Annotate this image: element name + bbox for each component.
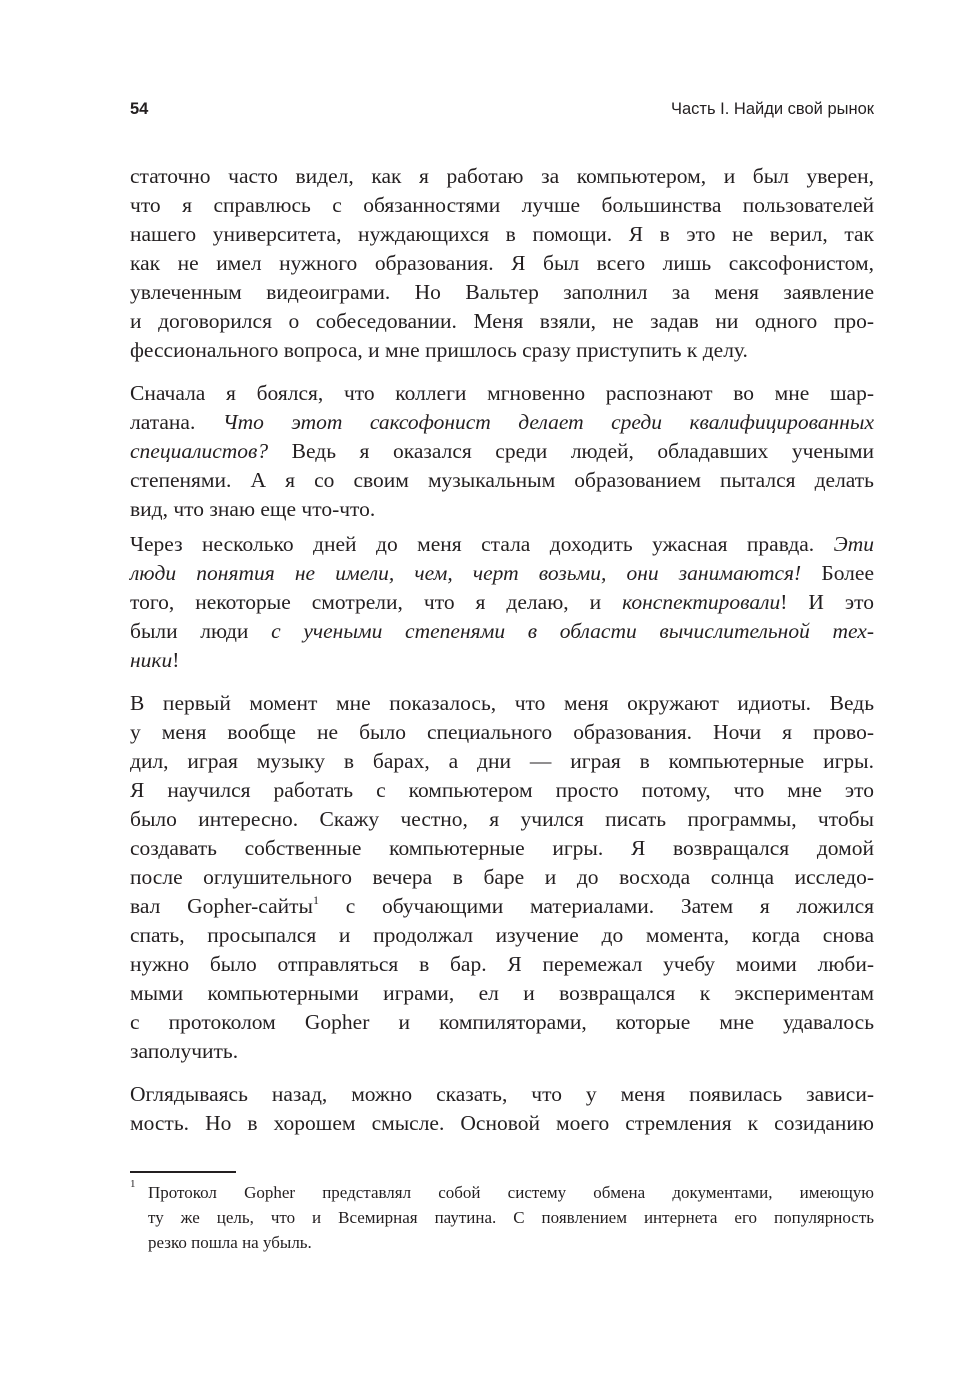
- footnote-line: ту же цель, что и Всемирная паутина. С появлением интернета его популярность: [148, 1208, 874, 1227]
- footnote-divider: [130, 1171, 236, 1173]
- italic-text: люди понятия не имели, чем, черт возьми, они занимаются!: [130, 561, 802, 585]
- text-segment: как не имел нужного образования. Я был всего лишь саксофонистом,: [130, 251, 874, 275]
- text-line: [130, 1037, 874, 1066]
- text-line: [130, 559, 874, 588]
- text-segment: В первый момент мне показалось, что меня окружают идиоты. Ведь: [130, 691, 874, 715]
- paragraph: [130, 689, 874, 1066]
- italic-text: конспектировали: [622, 590, 781, 614]
- text-segment: статочно часто видел, как я работаю за компьютером, и был уверен,: [130, 164, 874, 188]
- page-number: 54: [130, 100, 149, 118]
- text-line: [130, 979, 874, 1008]
- italic-text: специалистов?: [130, 439, 269, 463]
- footnote-line: резко пошла на убыль.: [148, 1233, 312, 1252]
- text-segment: Ведь я оказался среди людей, обладавших учеными: [268, 439, 874, 463]
- footnote-line: Протокол Gopher представлял собой систему обмена документами, имеющую: [148, 1183, 874, 1202]
- text-line: [130, 921, 874, 950]
- text-segment: вид, что знаю еще что-что.: [130, 497, 376, 521]
- text-segment: Более: [801, 561, 874, 585]
- text-segment: создавать собственные компьютерные игры. Я возвращался домой: [130, 836, 874, 860]
- text-line: [130, 950, 874, 979]
- text-segment: мыми компьютерными играми, ел и возвращался к экспериментам: [130, 981, 874, 1005]
- text-segment: фессионального вопроса, и мне пришлось сразу приступить к делу.: [130, 338, 748, 362]
- text-line: [130, 530, 874, 559]
- text-line: [130, 805, 874, 834]
- text-line: [130, 617, 874, 646]
- paragraph: [130, 1080, 874, 1138]
- text-segment: с протоколом Gopher и компиляторами, которые мне удавалось: [130, 1010, 874, 1034]
- text-segment: было интересно. Скажу честно, я учился писать программы, чтобы: [130, 807, 874, 831]
- text-segment: и договорился о собеседовании. Меня взяли, не задав ни одного про-: [130, 309, 874, 333]
- text-segment: вал Gopher-сайты: [130, 894, 313, 918]
- text-line: [130, 162, 874, 191]
- text-line: [130, 718, 874, 747]
- text-line: [130, 1109, 874, 1138]
- italic-text: Эти: [833, 532, 874, 556]
- text-line: [130, 1008, 874, 1037]
- text-segment: у меня вообще не было специального образования. Ночи я прово-: [130, 720, 874, 744]
- text-segment: мость. Но в хорошем смысле. Основой моего стремления к созиданию: [130, 1111, 874, 1135]
- text-segment: спать, просыпался и продолжал изучение до момента, когда снова: [130, 923, 874, 947]
- text-line: [130, 336, 874, 365]
- text-line: [130, 689, 874, 718]
- text-line: [130, 191, 874, 220]
- text-line: [130, 408, 874, 437]
- text-segment: Оглядываясь назад, можно сказать, что у меня появилась зависи-: [130, 1082, 874, 1106]
- text-line: [130, 466, 874, 495]
- text-segment: после оглушительного вечера в баре и до восхода солнца исследо-: [130, 865, 874, 889]
- body-text: [130, 162, 874, 1152]
- text-line: [130, 834, 874, 863]
- footnote-reference: 1: [312, 893, 319, 907]
- italic-text: Что этот саксофонист делает среди квалифицированных: [222, 410, 874, 434]
- text-line: [130, 747, 874, 776]
- text-segment: !: [172, 648, 180, 672]
- text-segment: заполучить.: [130, 1039, 239, 1063]
- text-line: [130, 249, 874, 278]
- text-segment: ! И это: [780, 590, 874, 614]
- italic-text: с учеными степенями в области вычислительной тех-: [271, 619, 874, 643]
- text-line: [130, 646, 874, 675]
- text-line: [130, 379, 874, 408]
- text-line: [130, 495, 874, 524]
- text-segment: Я научился работать с компьютером просто потому, что мне это: [130, 778, 874, 802]
- text-segment: были люди: [130, 619, 272, 643]
- text-segment: с обучающими материалами. Затем я ложился: [318, 894, 874, 918]
- paragraph: [130, 379, 874, 524]
- text-line: [130, 863, 874, 892]
- paragraph: [130, 530, 874, 675]
- text-segment: нужно было отправляться в бар. Я перемежал учебу моими люби-: [130, 952, 874, 976]
- text-segment: дил, играя музыку в барах, а дни — играя в компьютерные игры.: [130, 749, 874, 773]
- text-segment: латана.: [130, 410, 223, 434]
- text-segment: нашего университета, нуждающихся в помощи. Я в это не верил, так: [130, 222, 874, 246]
- text-line: [130, 307, 874, 336]
- text-segment: что я справлюсь с обязанностями лучше большинства пользователей: [130, 193, 874, 217]
- text-line: [130, 437, 874, 466]
- italic-text: ники: [130, 648, 173, 672]
- text-segment: увлеченным видеоиграми. Но Вальтер заполнил за меня заявление: [130, 280, 874, 304]
- footnote: [130, 1180, 874, 1255]
- text-line: [130, 588, 874, 617]
- running-title: Часть I. Найди свой рынок: [670, 100, 874, 118]
- text-line: [130, 892, 874, 921]
- paragraph: [130, 162, 874, 365]
- footnote-number: 1: [130, 1178, 136, 1190]
- text-segment: того, некоторые смотрели, что я делаю, и: [130, 590, 623, 614]
- text-segment: степенями. А я со своим музыкальным образованием пытался делать: [130, 468, 874, 492]
- text-line: [130, 1080, 874, 1109]
- text-line: [130, 220, 874, 249]
- text-line: [130, 776, 874, 805]
- text-line: [130, 278, 874, 307]
- text-segment: Через несколько дней до меня стала доходить ужасная правда.: [130, 532, 834, 556]
- text-segment: Сначала я боялся, что коллеги мгновенно распознают во мне шар-: [130, 381, 874, 405]
